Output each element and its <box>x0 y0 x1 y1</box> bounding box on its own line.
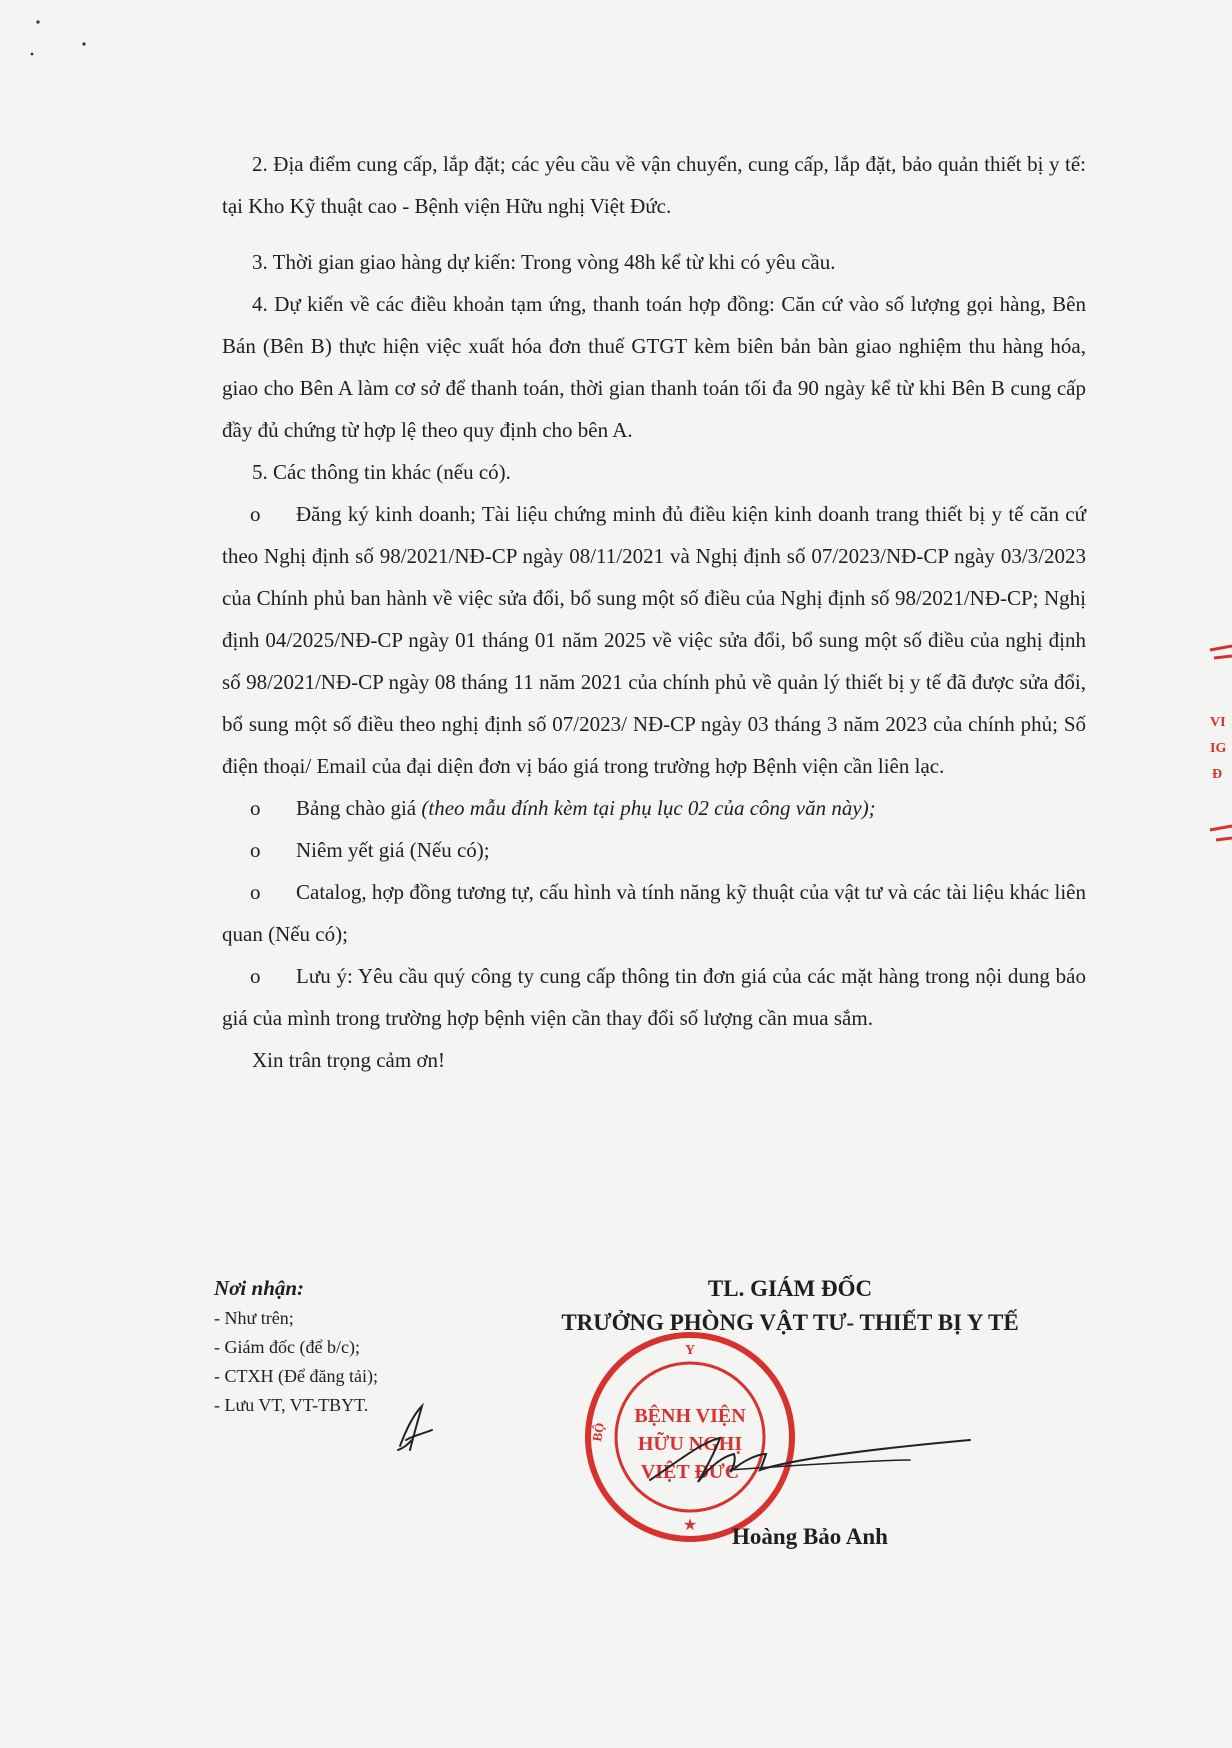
svg-text:BỆNH VIỆN: BỆNH VIỆN <box>634 1405 746 1427</box>
paragraph-5: 5. Các thông tin khác (nếu có). <box>252 460 511 484</box>
bullet-text: Bảng chào giá <box>296 796 422 820</box>
recipient-item: - Lưu VT, VT-TBYT. <box>214 1395 369 1415</box>
bullet-text-italic: (theo mẫu đính kèm tại phụ lục 02 của công văn này); <box>421 796 876 820</box>
closing-thanks: Xin trân trọng cảm ơn! <box>252 1048 446 1072</box>
signature-title-line2: TRƯỞNG PHÒNG VẬT TƯ- THIẾT BỊ Y TẾ <box>561 1310 1019 1335</box>
bullet-marker: o <box>250 964 261 988</box>
recipient-item: - Giám đốc (để b/c); <box>214 1337 360 1357</box>
svg-text:VI: VI <box>1210 715 1226 730</box>
letter-body <box>222 143 1086 1081</box>
bullet-text: Niêm yết giá (Nếu có); <box>296 838 490 862</box>
bullet-marker: o <box>250 502 261 526</box>
handwritten-signature <box>610 1420 990 1500</box>
bullet-text: Đăng ký kinh doanh; Tài liệu chứng minh đủ điều kiện kinh doanh trang thiết bị y tế căn cứ theo Nghị định số 98/2021/NĐ-CP ngày 08/11/2021 và Nghị định số 07/2023/NĐ-CP ngày 03/3/2023 của Chính phủ ban hành về việc sửa đổi, bổ sung một số điều của Nghị định số 98/2021/NĐ-CP; Nghị định 04/2025/NĐ-CP ngày 01 tháng 01 năm 2025 về việc sửa đổi, bổ sung một số điều của nghị định số 98/2021/NĐ-CP ngày 08 tháng 11 năm 2021 của chính phủ về quản lý thiết bị y tế đã được sửa đổi, bổ sung một số điều theo nghị định số 07/2023/ NĐ-CP ngày 03 tháng 3 năm 2023 của chính phủ; Số điện thoại/ Email của đại diện đơn vị báo giá trong trường hợp Bệnh viện cần liên lạc. <box>222 502 1086 778</box>
paragraph-4: 4. Dự kiến về các điều khoản tạm ứng, thanh toán hợp đồng: Căn cứ vào số lượng gọi hàng, Bên Bán (Bên B) thực hiện việc xuất hóa đơn thuế GTGT kèm biên bản bàn giao nghiệm thu hàng hóa, giao cho Bên A làm cơ sở để thanh toán, thời gian thanh toán tối đa 90 ngày kể từ khi Bên B cung cấp đầy đủ chứng từ hợp lệ theo quy định cho bên A. <box>222 292 1086 442</box>
initial-mark <box>392 1400 438 1454</box>
edge-seal-fragment <box>1196 630 1232 870</box>
bullet-marker: o <box>250 838 261 862</box>
recipient-item: - CTXH (Để đăng tải); <box>214 1366 378 1386</box>
bullet-item-listed-price <box>222 829 1086 871</box>
svg-text:Y: Y <box>684 1343 696 1358</box>
bullet-item-business-registration <box>222 493 1086 787</box>
bullet-item-note <box>222 955 1086 1039</box>
svg-text:HỮU NGHỊ: HỮU NGHỊ <box>637 1433 743 1455</box>
recipients-block <box>214 1272 514 1420</box>
signature-title-line1: TL. GIÁM ĐỐC <box>707 1276 873 1301</box>
bullet-marker: o <box>250 880 261 904</box>
recipients-heading: Nơi nhận: <box>214 1276 305 1300</box>
svg-text:Đ: Đ <box>1212 767 1223 782</box>
bullet-text: Catalog, hợp đồng tương tự, cấu hình và tính năng kỹ thuật của vật tư và các tài liệu khác liên quan (Nếu có); <box>222 880 1086 946</box>
recipient-item: - Như trên; <box>214 1308 294 1328</box>
bullet-text: Lưu ý: Yêu cầu quý công ty cung cấp thông tin đơn giá của các mặt hàng trong nội dung báo giá của mình trong trường hợp bệnh viện cần thay đổi số lượng cần mua sắm. <box>222 964 1086 1030</box>
paragraph-3: 3. Thời gian giao hàng dự kiến: Trong vòng 48h kể từ khi có yêu cầu. <box>252 250 836 274</box>
signer-name: Hoàng Bảo Anh <box>732 1524 888 1549</box>
svg-text:VIỆT ĐỨC: VIỆT ĐỨC <box>640 1461 740 1483</box>
bullet-marker: o <box>250 796 261 820</box>
bullet-item-catalog <box>222 871 1086 955</box>
scan-specks <box>0 0 120 70</box>
svg-text:BỘ: BỘ <box>589 1421 608 1443</box>
svg-text:IG: IG <box>1210 741 1227 756</box>
bullet-item-price-quote <box>222 787 1086 829</box>
svg-text:★: ★ <box>682 1517 698 1534</box>
paragraph-2: 2. Địa điểm cung cấp, lắp đặt; các yêu cầu về vận chuyển, cung cấp, lắp đặt, bảo quản thiết bị y tế: tại Kho Kỹ thuật cao - Bệnh viện Hữu nghị Việt Đức. <box>222 152 1086 218</box>
